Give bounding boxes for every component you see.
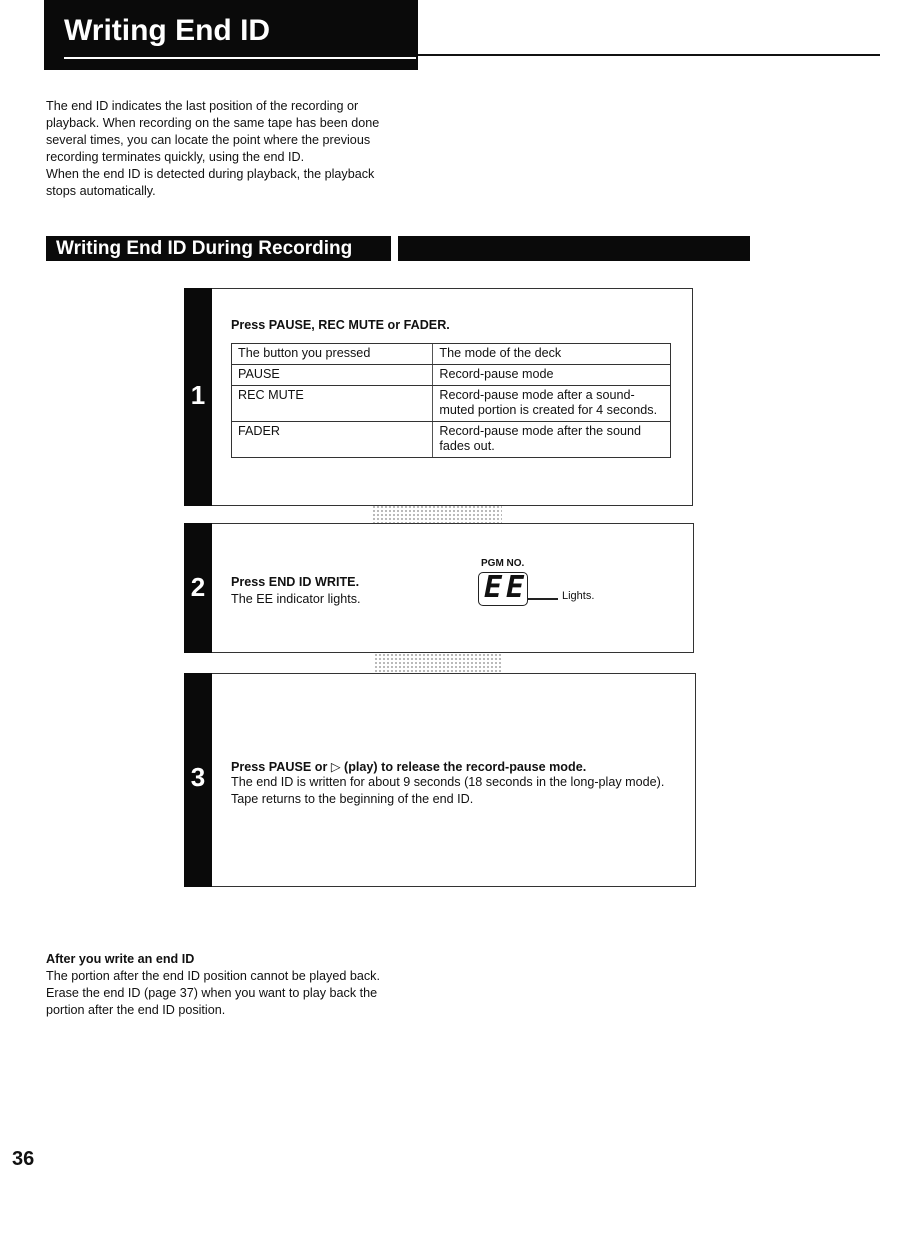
lights-callout: Lights.: [562, 590, 595, 602]
callout-line: [528, 598, 558, 600]
step-3-description: The end ID is written for about 9 seconds (18 seconds in the long-play mode). Tape returns to the beginning of the end ID.: [231, 775, 665, 806]
table-row: [232, 386, 671, 422]
intro-line: several times, you can locate the point where the previous: [46, 133, 371, 147]
step-1-title: Press PAUSE, REC MUTE or FADER.: [231, 318, 450, 332]
after-line: Erase the end ID (page 37) when you want to play back the: [46, 986, 378, 1000]
intro-line: The end ID indicates the last position of the recording or: [46, 99, 359, 113]
step-3-number: 3: [190, 762, 206, 792]
intro-paragraph: [46, 98, 426, 200]
page-number: 36: [12, 1148, 35, 1170]
after-line: The portion after the end ID position cannot be played back.: [46, 969, 380, 983]
table-row: [232, 365, 671, 386]
step-3-title: Press PAUSE or ▷ (play) to release the record-pause mode.: [231, 760, 587, 774]
table-header: The mode of the deck: [433, 344, 671, 365]
table-cell: REC MUTE: [232, 386, 433, 422]
table-header-row: [232, 344, 671, 365]
title-underline: [64, 57, 416, 59]
step-connector: [374, 653, 502, 673]
table-cell: Record-pause mode: [433, 365, 671, 386]
section-title: Writing End ID During Recording: [56, 238, 353, 259]
pgm-no-label: PGM NO.: [481, 558, 525, 569]
table-cell: PAUSE: [232, 365, 433, 386]
table-cell: Record-pause mode after the sound fades out.: [433, 422, 671, 458]
step-1-number: 1: [190, 380, 206, 410]
intro-line: stops automatically.: [46, 184, 156, 198]
title-rule: [418, 54, 880, 56]
intro-line: When the end ID is detected during playback, the playback: [46, 167, 375, 181]
table-cell: FADER: [232, 422, 433, 458]
step-2-number: 2: [190, 572, 206, 602]
after-line: portion after the end ID position.: [46, 1003, 226, 1017]
page-title: Writing End ID: [64, 14, 271, 47]
section-banner-extension: [398, 236, 750, 261]
after-paragraph: [46, 968, 426, 1019]
step-2-description: The EE indicator lights.: [231, 592, 361, 606]
mode-table: [231, 343, 671, 458]
table-cell: Record-pause mode after a sound-muted portion is created for 4 seconds.: [433, 386, 671, 422]
intro-line: recording terminates quickly, using the end ID.: [46, 150, 305, 164]
table-row: [232, 422, 671, 458]
after-heading: After you write an end ID: [46, 952, 195, 966]
table-header: The button you pressed: [232, 344, 433, 365]
intro-line: playback. When recording on the same tape has been done: [46, 116, 380, 130]
ee-indicator: EE: [484, 570, 529, 605]
step-connector: [372, 505, 502, 523]
step-2-title: Press END ID WRITE.: [231, 575, 360, 589]
